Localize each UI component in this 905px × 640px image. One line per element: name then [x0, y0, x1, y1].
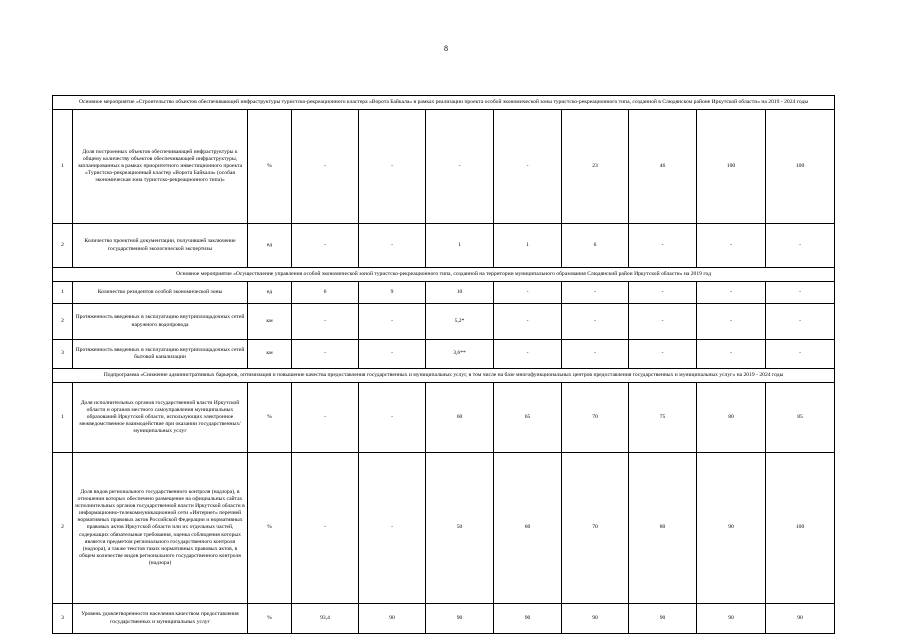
value-cell: 80 — [697, 383, 766, 453]
value-cell: 60 — [494, 453, 562, 604]
value-cell: - — [292, 110, 359, 224]
value-cell: - — [359, 340, 426, 369]
table-row — [53, 383, 835, 453]
section-header-row — [53, 268, 835, 282]
value-cell: 80 — [629, 453, 697, 604]
unit-cell: % — [248, 604, 292, 634]
value-cell: - — [494, 282, 562, 304]
row-number: 2 — [53, 304, 73, 340]
section-title: Основное мероприятие «Осуществление управления особой экономической зоной туристско-рекреационного типа, созданной на территории муниципального образования Слюдянский район Иркутской области» на 2019 год — [53, 268, 835, 282]
value-cell: 93,4 — [292, 604, 359, 634]
unit-cell: % — [248, 383, 292, 453]
value-cell: - — [359, 383, 426, 453]
value-cell: - — [292, 383, 359, 453]
section-title: Подпрограмма «Снижение административных барьеров, оптимизация и повышение качества предоставления государственных и муниципальных услуг, в том числе на базе многофункциональных центров предоставления государственных и муниципальных услуг» на 2019 - 2024 годы — [53, 369, 835, 383]
value-cell: - — [426, 110, 494, 224]
value-cell: - — [494, 340, 562, 369]
value-cell: - — [359, 304, 426, 340]
value-cell: - — [292, 453, 359, 604]
value-cell: 1 — [494, 224, 562, 268]
value-cell: 6 — [292, 282, 359, 304]
value-cell: - — [697, 282, 766, 304]
row-number: 2 — [53, 224, 73, 268]
indicator-name: Количество резидентов особой экономической зоны — [73, 282, 248, 304]
value-cell: - — [359, 224, 426, 268]
value-cell: 70 — [562, 453, 629, 604]
table-row — [53, 282, 835, 304]
value-cell: - — [629, 340, 697, 369]
value-cell: 46 — [629, 110, 697, 224]
value-cell: 100 — [766, 110, 835, 224]
value-cell: 3,6** — [426, 340, 494, 369]
value-cell: 5,2* — [426, 304, 494, 340]
value-cell: - — [292, 304, 359, 340]
unit-cell: км — [248, 304, 292, 340]
value-cell: - — [697, 340, 766, 369]
value-cell: - — [629, 224, 697, 268]
indicator-name: Уровень удовлетворенности населения качеством предоставления государственных и муниципальных услуг — [73, 604, 248, 634]
row-number: 1 — [53, 383, 73, 453]
value-cell: - — [697, 304, 766, 340]
indicator-name: Доля исполнительных органов государственной власти Иркутской области и органов местного самоуправления муниципальных образований Иркутской области, использующих электронное межведомственное взаимодействие при оказании государственных/муниципальных услуг — [73, 383, 248, 453]
value-cell: - — [629, 282, 697, 304]
value-cell: 90 — [359, 604, 426, 634]
value-cell: - — [766, 282, 835, 304]
indicator-name: Количество проектной документации, получившей заключение государственной экологической экспертизы — [73, 224, 248, 268]
value-cell: 90 — [766, 604, 835, 634]
value-cell: - — [292, 340, 359, 369]
table-row — [53, 110, 835, 224]
indicator-name: Доля видов регионального государственного контроля (надзора), в отношении которых обеспечено размещение на официальных сайтах исполнительных органов государственной власти Иркутской области в информационно-телекоммуникационной сети «Интернет» перечней нормативных правовых актов Российской Федерации и нормативных правовых актов Иркутской области или их отдельных частей, содержащих обязательные требования, оценка соблюдения которых является предметом регионального государственного контроля (надзора), а также текстов таких нормативных правовых актов, в общем количестве видов регионального государственного контроля (надзора) — [73, 453, 248, 604]
value-cell: - — [359, 110, 426, 224]
value-cell: 90 — [697, 453, 766, 604]
value-cell: 65 — [494, 383, 562, 453]
value-cell: - — [494, 110, 562, 224]
value-cell: - — [562, 282, 629, 304]
row-number: 3 — [53, 604, 73, 634]
value-cell: 23 — [562, 110, 629, 224]
section-header-row — [53, 96, 835, 110]
value-cell: - — [697, 224, 766, 268]
value-cell: - — [766, 340, 835, 369]
value-cell: - — [292, 224, 359, 268]
value-cell: 100 — [766, 453, 835, 604]
value-cell: 60 — [426, 383, 494, 453]
value-cell: 50 — [426, 453, 494, 604]
indicator-name: Протяженность введенных в эксплуатацию внутриплощадочных сетей наружного водопровода — [73, 304, 248, 340]
unit-cell: % — [248, 453, 292, 604]
value-cell: - — [562, 304, 629, 340]
section-header-row — [53, 369, 835, 383]
value-cell: 10 — [426, 282, 494, 304]
unit-cell: км — [248, 340, 292, 369]
unit-cell: ед — [248, 282, 292, 304]
value-cell: 90 — [426, 604, 494, 634]
value-cell: 90 — [562, 604, 629, 634]
indicators-table — [52, 95, 835, 634]
value-cell: 100 — [697, 110, 766, 224]
row-number: 1 — [53, 282, 73, 304]
table-row — [53, 224, 835, 268]
value-cell: 90 — [494, 604, 562, 634]
value-cell: 70 — [562, 383, 629, 453]
table-row — [53, 340, 835, 369]
value-cell: 85 — [766, 383, 835, 453]
section-title: Основное мероприятие «Строительство объектов обеспечивающей инфраструктуры туристско-рекреационного кластера «Ворота Байкала» в рамках реализации проекта особой экономической зоны туристско-рекреационного типа, созданной в Слюдянском районе Иркутской области» на 2019 - 2024 годы — [53, 96, 835, 110]
value-cell: - — [766, 224, 835, 268]
page-number: 8 — [444, 44, 448, 53]
row-number: 1 — [53, 110, 73, 224]
unit-cell: % — [248, 110, 292, 224]
value-cell: 90 — [697, 604, 766, 634]
value-cell: - — [629, 304, 697, 340]
table-row — [53, 453, 835, 604]
value-cell: 6 — [562, 224, 629, 268]
value-cell: - — [359, 453, 426, 604]
value-cell: 75 — [629, 383, 697, 453]
table-row — [53, 604, 835, 634]
value-cell: - — [494, 304, 562, 340]
row-number: 3 — [53, 340, 73, 369]
row-number: 2 — [53, 453, 73, 604]
unit-cell: ед — [248, 224, 292, 268]
value-cell: - — [766, 304, 835, 340]
indicator-name: Протяженность введенных в эксплуатацию внутриплощадочных сетей бытовой канализации — [73, 340, 248, 369]
value-cell: 1 — [426, 224, 494, 268]
value-cell: 90 — [629, 604, 697, 634]
value-cell: - — [562, 340, 629, 369]
indicator-name: Доля построенных объектов обеспечивающей инфраструктуры к общему количеству объектов обеспечивающей инфраструктуры, запланированных в рамках приоритетного инвестиционного проекта «Туристско-рекреационный кластер «Ворота Байкала» (особая экономическая зона туристско-рекреационного типа)» — [73, 110, 248, 224]
table-row — [53, 304, 835, 340]
value-cell: 9 — [359, 282, 426, 304]
